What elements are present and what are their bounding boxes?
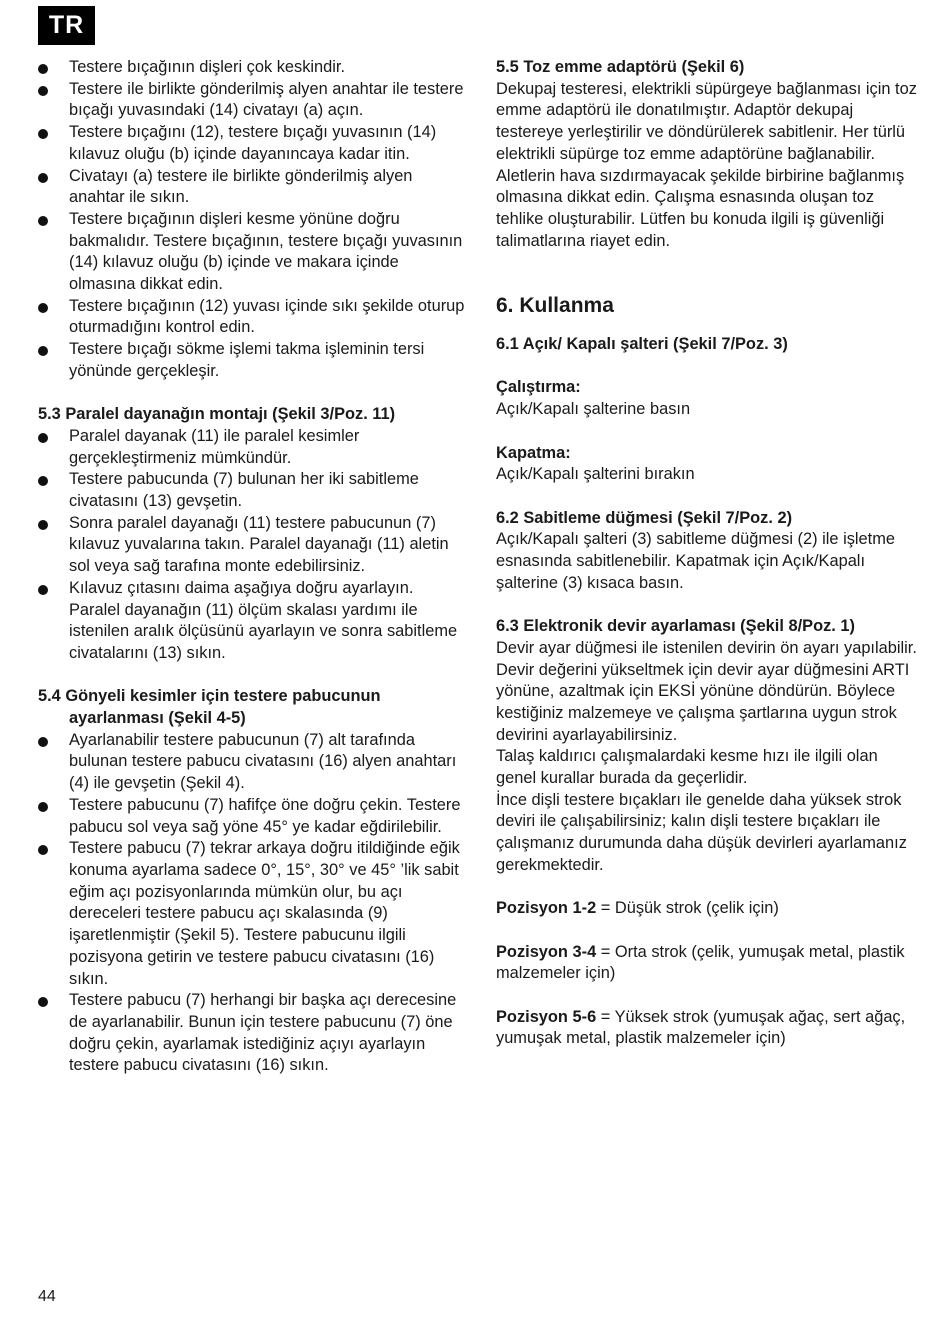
section-heading-line: ayarlanması (Şekil 4-5)	[69, 709, 246, 728]
chapter-heading-6: 6. Kullanma	[496, 294, 614, 318]
language-badge	[38, 6, 95, 45]
list-item: Kılavuz çıtasını daima aşağıya doğru ayarlayın. Paralel dayanağın (11) ölçüm skalası yardımı ile istenilen aralık ölçüsünü ayarlayın ve sonra sabitleme civatalarını (13) sıkın.	[38, 578, 468, 665]
list-item: Paralel dayanak (11) ile paralel kesimler gerçekleştirmeniz mümkündür.	[38, 426, 468, 469]
list-item: Testere bıçağının dişleri kesme yönüne doğru bakmalıdır. Testere bıçağının, testere bıçağı yuvasının (14) kılavuz oluğu (b) içinde ve makara içinde olmasına dikkat edin.	[38, 209, 468, 296]
right-column	[496, 57, 921, 1050]
list-item: Testere pabucunda (7) bulunan her iki sabitleme civatasını (13) gevşetin.	[38, 469, 468, 512]
section-heading-6-2: 6.2 Sabitleme düğmesi (Şekil 7/Poz. 2)	[496, 508, 793, 527]
list-item: Ayarlanabilir testere pabucunun (7) alt tarafında bulunan testere pabucu civatasını (16) alyen anahtarı (4) ile gevşetin (Şekil 4).	[38, 730, 468, 795]
speed-position-3-4	[496, 942, 921, 985]
position-description: = Düşük strok (çelik için)	[596, 899, 779, 918]
left-column	[38, 57, 468, 1077]
section-heading-6-3: 6.3 Elektronik devir ayarlaması (Şekil 8/Poz. 1)	[496, 617, 855, 636]
position-label: Pozisyon 3-4	[496, 942, 597, 961]
position-label: Pozisyon 5-6	[496, 1007, 597, 1026]
section-heading-5-4	[38, 686, 468, 729]
position-description: = Orta strok (çelik, yumuşak metal, plastik malzemeler için)	[496, 942, 905, 983]
list-item: Testere bıçağı sökme işlemi takma işleminin tersi yönünde gerçekleşir.	[38, 339, 468, 382]
list-item: Testere ile birlikte gönderilmiş alyen anahtar ile testere bıçağı yuvasındaki (14) civatayı (a) açın.	[38, 79, 468, 122]
page-number: 44	[38, 1288, 56, 1305]
language-code: TR	[48, 11, 85, 39]
section-number: 5.4	[38, 687, 61, 706]
paragraph: Açık/Kapalı şalterini bırakın	[496, 465, 695, 484]
subheading-stop: Kapatma:	[496, 443, 571, 462]
paragraph: Açık/Kapalı şalterine basın	[496, 400, 691, 419]
paragraph: İnce dişli testere bıçakları ile genelde daha yüksek strok deviri ile çalışabilirsiniz; kalın dişli testere bıçakları ile çalışmanız durumunda daha düşük devirleri ayarlamanız gerekmektedir.	[496, 790, 907, 874]
list-item: Testere bıçağının dişleri çok keskindir.	[38, 57, 468, 79]
list-item: Testere bıçağının (12) yuvası içinde sıkı şekilde oturup oturmadığını kontrol edin.	[38, 296, 468, 339]
list-item: Testere pabucu (7) tekrar arkaya doğru itildiğinde eğik konuma ayarlama sadece 0°, 15°, 30° ve 45° ’lik sabit eğim açı pozisyonlarında mümkün olur, bu açı dereceleri testere pabucu açı skalasında (9) işaretlenmiştir (Şekil 5). Testere pabucunu ilgili pozisyona getirin ve testere pabucu civatasını (16) sıkın.	[38, 838, 468, 990]
section-heading-6-1: 6.1 Açık/ Kapalı şalteri (Şekil 7/Poz. 3)	[496, 335, 788, 354]
list-item: Testere pabucunu (7) hafifçe öne doğru çekin. Testere pabucu sol veya sağ yöne 45° ye kadar eğdirilebilir.	[38, 795, 468, 838]
paragraph: Açık/Kapalı şalteri (3) sabitleme düğmesi (2) ile işletme esnasında sabitlenebilir. Kapatmak için Açık/Kapalı şalterine (3) kısaca basın.	[496, 530, 895, 592]
paragraph: Devir ayar düğmesi ile istenilen devirin ön ayarı yapılabilir. Devir değerini yükseltmek için devir ayar düğmesini ARTI yönüne, azaltmak için EKSİ yönüne döndürün. Böylece kestiğiniz malzemeye ve çalışma şartlarına uygun strok devirini ayarlayabilirsiniz.	[496, 638, 917, 744]
speed-position-5-6	[496, 1007, 921, 1050]
list-item: Sonra paralel dayanağı (11) testere pabucunun (7) kılavuz yuvalarına takın. Paralel dayanağı (11) aletin sol veya sağ tarafına monte edebilirsiniz.	[38, 513, 468, 578]
speed-position-1-2	[496, 898, 921, 920]
section-heading-5-3: 5.3 Paralel dayanağın montajı (Şekil 3/Poz. 11)	[38, 405, 396, 424]
position-label: Pozisyon 1-2	[496, 899, 597, 918]
list-item: Civatayı (a) testere ile birlikte gönderilmiş alyen anahtar ile sıkın.	[38, 166, 468, 209]
list-item: Testere bıçağını (12), testere bıçağı yuvasının (14) kılavuz oluğu (b) içinde dayanıncaya kadar itin.	[38, 122, 468, 165]
section-heading-5-5: 5.5 Toz emme adaptörü (Şekil 6)	[496, 58, 745, 76]
position-description: = Yüksek strok (yumuşak ağaç, sert ağaç, yumuşak metal, plastik malzemeler için)	[496, 1007, 906, 1048]
section-heading-line: Gönyeli kesimler için testere pabucunun	[65, 687, 381, 706]
paragraph: Talaş kaldırıcı çalışmalardaki kesme hızı ile ilgili olan genel kurallar burada da geçerlidir.	[496, 747, 878, 788]
subheading-start: Çalıştırma:	[496, 378, 581, 397]
list-item: Testere pabucu (7) herhangi bir başka açı derecesine de ayarlanabilir. Bunun için testere pabucunu (7) öne doğru çekin, ayarlamak istediğiniz açıyı ayarlayın testere pabucu civatasını (16) sıkın.	[38, 990, 468, 1077]
paragraph: Dekupaj testeresi, elektrikli süpürgeye bağlanması için toz emme adaptörü ile donatılmıştır. Adaptör dekupaj testereye yerleştirilir ve döndürülerek sabitlenir. Her türlü elektrikli süpürge toz emme adaptörüne bağlanabilir. Aletlerin hava sızdırmayacak şekilde birbirine bağlanmış olmasına dikkat edin. Çalışma esnasında oluşan toz tehlike oluşturabilir. Lütfen bu konuda ilgili iş güvenliği talimatlarına riayet edin.	[496, 79, 917, 250]
